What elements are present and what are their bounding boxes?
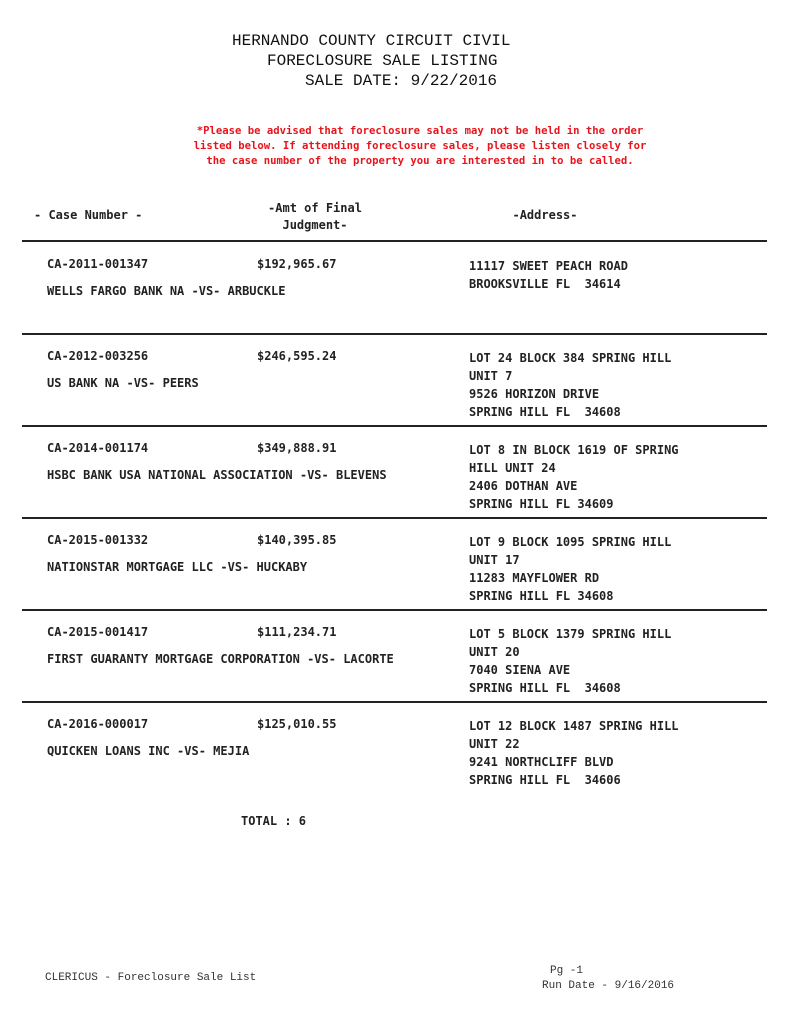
judgment-amount: $246,595.24 [257,349,337,363]
row-divider [22,517,767,519]
judgment-amount: $192,965.67 [257,257,337,271]
address-line: UNIT 20 [469,645,520,659]
address-line: 9241 NORTHCLIFF BLVD [469,755,614,769]
sale-date: SALE DATE: 9/22/2016 [305,72,498,90]
row-divider [22,609,767,611]
case-parties: HSBC BANK USA NATIONAL ASSOCIATION -VS- BLEVENS [47,468,387,482]
row-divider [22,701,767,703]
header-subtitle: FORECLOSURE SALE LISTING [267,52,498,70]
row-divider [22,425,767,427]
judgment-amount: $125,010.55 [257,717,337,731]
judgment-amount: $140,395.85 [257,533,337,547]
case-number: CA-2015-001332 [47,533,149,547]
case-number: CA-2011-001347 [47,257,149,271]
case-parties: US BANK NA -VS- PEERS [47,376,199,390]
total-count: TOTAL : 6 [241,814,307,828]
notice-text: *Please be advised that foreclosure sales may not be held in the order listed below. If attending foreclosure sales, please listen closely for the case number of the property you are interested in to be called. [193,125,647,167]
footer-system-label: CLERICUS - Foreclosure Sale List [45,972,257,984]
case-number: CA-2015-001417 [47,625,149,639]
address-line: SPRING HILL FL 34606 [469,773,621,787]
column-header-amount-line1: -Amt of Final [268,201,362,215]
case-parties: WELLS FARGO BANK NA -VS- ARBUCKLE [47,284,286,298]
case-number: CA-2012-003256 [47,349,149,363]
address-line: SPRING HILL FL 34608 [469,681,621,695]
header-title: HERNANDO COUNTY CIRCUIT CIVIL [232,32,511,50]
address-line: LOT 5 BLOCK 1379 SPRING HILL [469,627,672,641]
judgment-amount: $349,888.91 [257,441,337,455]
address-line: LOT 24 BLOCK 384 SPRING HILL [469,351,672,365]
address-line: 9526 HORIZON DRIVE [469,387,600,401]
column-header-case-number: - Case Number - [34,208,143,222]
page-number: Pg -1 [550,965,584,977]
column-header-amount-line2: Judgment- [282,218,348,232]
address-line: BROOKSVILLE FL 34614 [469,277,621,291]
case-parties: FIRST GUARANTY MORTGAGE CORPORATION -VS- LACORTE [47,652,394,666]
address-line: SPRING HILL FL 34608 [469,589,614,603]
address-line: UNIT 17 [469,553,520,567]
address-line: UNIT 7 [469,369,513,383]
run-date: Run Date - 9/16/2016 [542,980,675,992]
case-number: CA-2016-000017 [47,717,149,731]
address-line: SPRING HILL FL 34609 [469,497,614,511]
address-line: LOT 8 IN BLOCK 1619 OF SPRING [469,443,679,457]
address-line: LOT 12 BLOCK 1487 SPRING HILL [469,719,679,733]
column-header-amount [250,200,380,234]
case-parties: QUICKEN LOANS INC -VS- MEJIA [47,744,250,758]
address-line: LOT 9 BLOCK 1095 SPRING HILL [469,535,672,549]
address-line: 7040 SIENA AVE [469,663,571,677]
address-line: SPRING HILL FL 34608 [469,405,621,419]
column-header-address: -Address- [512,208,578,222]
address-line: UNIT 22 [469,737,520,751]
case-number: CA-2014-001174 [47,441,149,455]
address-line: HILL UNIT 24 [469,461,556,475]
address-line: 11283 MAYFLOWER RD [469,571,600,585]
address-line: 2406 DOTHAN AVE [469,479,578,493]
row-divider [22,333,767,335]
address-line: 11117 SWEET PEACH ROAD [469,259,628,273]
case-parties: NATIONSTAR MORTGAGE LLC -VS- HUCKABY [47,560,308,574]
judgment-amount: $111,234.71 [257,625,337,639]
header-divider [22,240,767,242]
